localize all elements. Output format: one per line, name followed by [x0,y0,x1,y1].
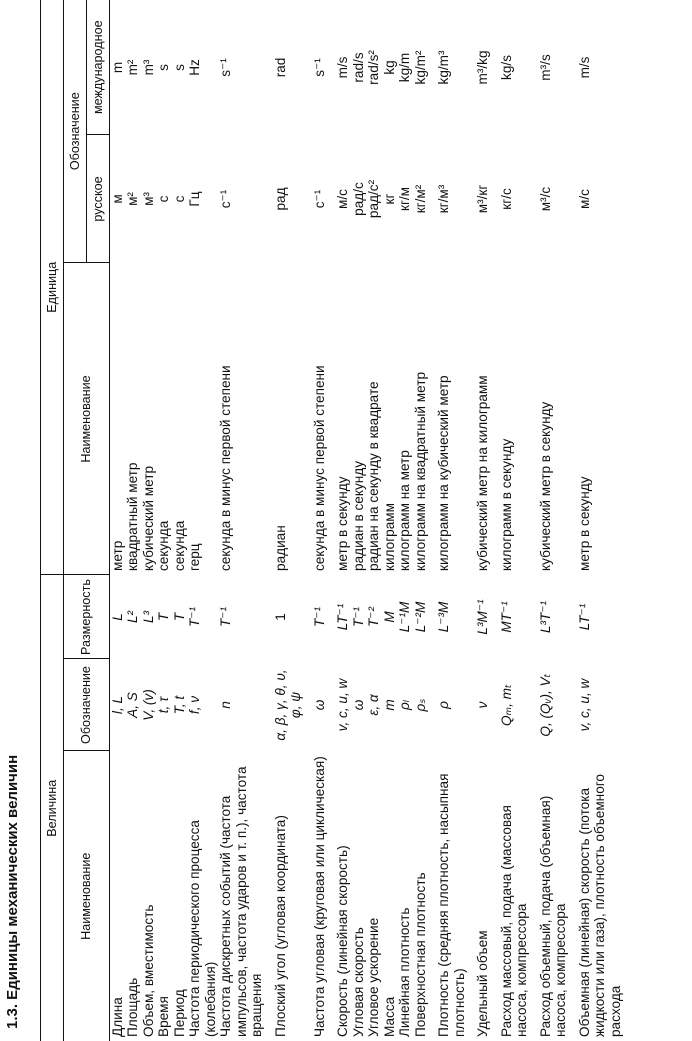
quantity-name: Поверхностная плотность [412,872,428,1037]
unit-international: kg [381,60,397,75]
unit-name: килограмм на квадратный метр [412,371,428,571]
table-row [413,0,428,1041]
quantity-symbol: ε, α [366,694,382,716]
unit-name: килограмм на метр [397,450,413,571]
unit-russian: рад [272,187,288,211]
quantity-symbol: Q, (Qᵥ), Vₜ [537,673,553,737]
table-row [428,0,467,1041]
quantity-symbol: ρₗ [397,699,413,711]
quantity-name: Угловая скорость [350,927,366,1037]
unit-international: m³/s [537,54,553,81]
unit-name: килограмм в секунду [498,438,514,571]
unit-international: s⁻¹ [218,58,234,77]
unit-international: rad/s² [366,50,382,85]
quantity-symbol: ω [350,699,366,711]
quantity-name: Период [171,989,187,1037]
unit-international: m/s [576,56,592,79]
quantity-symbol: Qₘ, mₜ [498,684,514,726]
table-row [366,0,381,1041]
quantity-dimension: L⁻³M [436,601,452,633]
quantity-name: Плоский угол (угловая координата) [272,815,288,1037]
quantity-name: Угловое ускорение [366,917,382,1037]
quantity-dimension: L³T⁻¹ [537,600,553,634]
unit-international: rad/s [350,52,366,83]
quantity-symbol: t, τ [156,696,172,714]
unit-international: m/s [335,56,351,79]
unit-name: секунда в минус первой степени [218,365,234,571]
quantity-dimension: L⁻²M [412,601,428,633]
unit-russian: рад/с [350,182,366,216]
quantity-dimension: T⁻² [366,606,382,627]
unit-russian: м³/с [537,186,553,212]
quantity-symbol: m [381,699,397,711]
unit-international: kg/m³ [436,50,452,85]
table-row [530,0,569,1041]
unit-name: метр [110,540,125,571]
table-row [172,0,187,1041]
unit-russian: кг/м² [412,184,428,214]
unit-name: радиан [272,525,288,571]
unit-russian: с⁻¹ [218,189,234,209]
unit-name: метр в секунду [335,476,351,571]
unit-international: kg/m² [412,50,428,85]
quantity-symbol: ρₛ [412,698,428,712]
quantity-name: Частота дискретных событий (частота импульсов, частота ударов и т. п.), частота вращения [218,766,265,1037]
unit-name: кубический метр [140,465,156,571]
quantity-dimension: MT⁻¹ [498,601,514,633]
unit-russian: кг/с [498,188,514,210]
unit-russian: кг/м [397,186,413,211]
quantity-name: Удельный объем [475,930,491,1037]
quantity-name: Площадь [125,977,141,1037]
quantity-symbol: v, c, u, w [335,678,351,732]
unit-russian: м [110,194,125,204]
quantity-dimension: T⁻¹ [187,606,203,627]
quantity-dimension: M [381,611,397,623]
unit-russian: м³ [140,192,156,206]
unit-russian: с [171,195,187,203]
header-russian: русское [87,135,110,263]
header-name: Наименование [64,751,110,1041]
unit-russian: кг/м³ [436,184,452,214]
unit-russian: с [156,195,172,203]
quantity-dimension: L² [125,610,141,624]
quantity-symbol: α, β, γ, θ, υ, φ, ψ [272,669,304,741]
unit-russian: Гц [187,191,203,207]
quantity-symbol: v, c, u, w [576,678,592,732]
table-row [327,0,350,1041]
quantity-name: Частота угловая (круговая или циклическая) [311,756,327,1037]
quantity-dimension: T [171,612,187,622]
unit-name: секунда в минус первой степени [311,365,327,571]
quantity-symbol: ω [311,699,327,711]
table-row [141,0,156,1041]
unit-russian: рад/с² [366,179,382,219]
unit-name: секунда [171,520,187,571]
quantity-dimension: L³ [140,610,156,624]
table-row [125,0,140,1041]
header-unit-name: Наименование [64,263,110,575]
unit-russian: м³/кг [475,184,491,214]
quantity-dimension: T⁻¹ [218,606,234,627]
unit-international: m [110,61,125,74]
table-row [110,0,126,1041]
table-row [187,0,218,1041]
quantity-dimension: L⁻¹M [397,601,413,633]
quantity-name: Длина [110,997,125,1037]
unit-name: метр в секунду [576,476,592,571]
quantity-name: Время [156,996,172,1037]
quantity-symbol: ρ [436,701,452,709]
quantity-symbol: ν [475,701,491,709]
quantity-dimension: LT⁻¹ [335,603,351,631]
table-row [467,0,490,1041]
quantity-dimension: LT⁻¹ [576,603,592,631]
quantity-symbol: n [218,701,234,709]
unit-russian: м² [125,192,141,206]
quantity-dimension: T⁻¹ [350,606,366,627]
table-row [491,0,530,1041]
table-row [382,0,397,1041]
unit-name: килограмм на кубический метр [436,375,452,571]
header-quantity: Величина [41,575,64,1041]
unit-name: герц [187,543,203,571]
table-row [351,0,366,1041]
unit-name: кубический метр в секунду [537,401,553,571]
table-title: 1.3. Единицы механических величин [4,754,21,1029]
quantity-name: Объем, вместимость [140,904,156,1037]
table-row [265,0,304,1041]
quantity-dimension: T⁻¹ [311,606,327,627]
quantity-dimension: 1 [272,613,288,621]
unit-international: m³/kg [475,50,491,85]
quantity-symbol: f, ν [187,695,203,715]
quantity-name: Объемная (линейная) скорость (потока жидкости или газа), плотность объемного расхода [576,774,623,1037]
unit-russian: м/с [335,189,351,209]
quantity-symbol: l, L [110,695,125,715]
unit-international: s [156,64,172,71]
table-row [569,0,627,1041]
header-designation: Обозначение [64,0,87,263]
unit-international: rad [272,57,288,78]
unit-international: s [171,64,187,71]
table-row [156,0,171,1041]
quantity-name: Плотность (средняя плотность, насыпная плотность) [436,773,467,1037]
unit-international: kg/m [397,52,413,83]
header-international: международное [87,0,110,135]
quantity-dimension: T [156,612,172,622]
unit-russian: кг [381,193,397,205]
unit-name: радиан на секунду в квадрате [366,381,382,571]
unit-name: квадратный метр [125,462,141,571]
quantity-name: Частота периодического процесса (колебания) [187,820,218,1037]
unit-international: s⁻¹ [311,58,327,77]
quantity-name: Расход массовый, подача (массовая насоса, компрессора [498,805,530,1037]
quantity-dimension: L³M⁻¹ [475,599,491,635]
table-row [304,0,327,1041]
unit-international: Hz [187,59,203,76]
quantity-dimension: L [110,613,125,621]
unit-russian: с⁻¹ [311,189,327,209]
quantity-name: Расход объемный, подача (объемная) насоса, компрессора [537,795,569,1037]
unit-name: килограмм [381,503,397,571]
quantity-name: Масса [381,996,397,1037]
header-dimension: Размерность [64,575,110,659]
table-body [110,0,628,1041]
unit-international: kg/s [498,55,514,80]
unit-russian: м/с [576,189,592,209]
unit-international: m² [125,59,141,76]
unit-name: радиан в секунду [350,461,366,571]
unit-name: секунда [156,520,172,571]
unit-name: кубический метр на килограмм [475,375,491,571]
quantity-name: Линейная плотность [397,907,413,1037]
header-symbol: Обозначение [64,659,110,751]
table-row [218,0,264,1041]
table-row [397,0,412,1041]
quantity-symbol: T, t [171,695,187,715]
units-table [40,0,627,1041]
unit-international: m³ [140,59,156,76]
quantity-symbol: V, (v) [140,689,156,721]
header-unit: Единица [41,0,64,575]
quantity-name: Скорость (линейная скорость) [335,845,351,1037]
quantity-symbol: A, S [125,692,141,718]
